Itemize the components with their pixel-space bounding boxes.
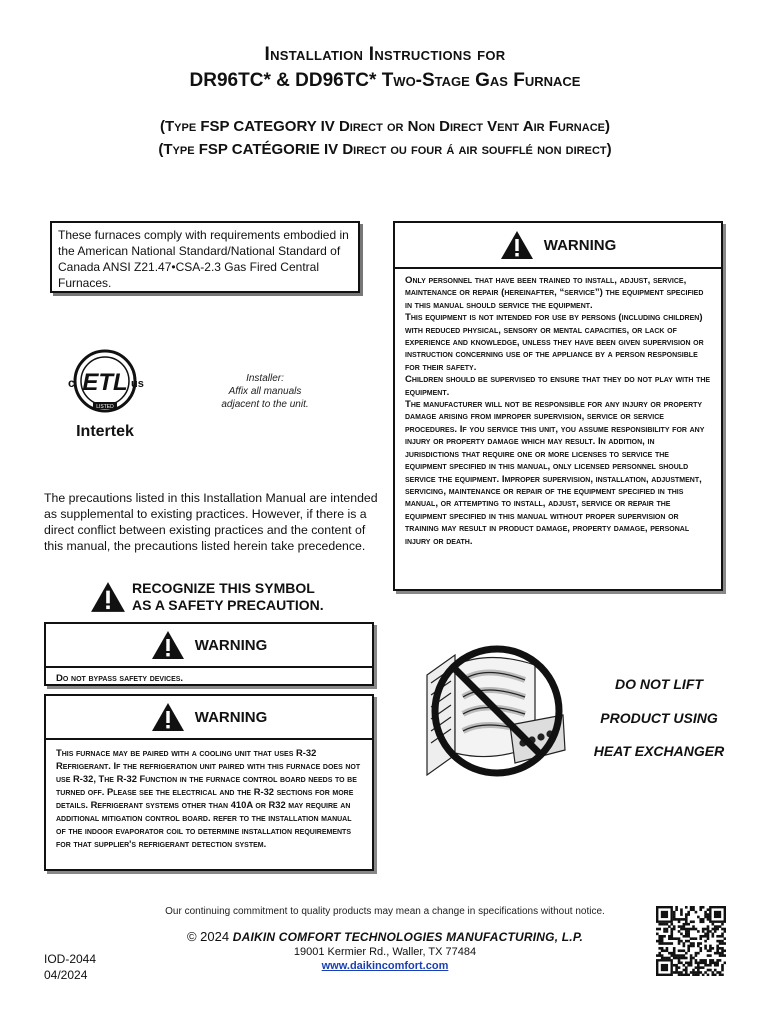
company-address: 19001 Kermier Rd., Waller, TX 77484: [293, 946, 477, 958]
warning-triangle-icon: [90, 581, 126, 613]
installer-note-line3: adjacent to the unit.: [221, 399, 309, 410]
etl-listed-mark-icon: [65, 343, 145, 443]
qr-code-icon[interactable]: [656, 906, 726, 976]
warning-heading: WARNING: [543, 236, 617, 254]
warning-paragraph: This equipment is not intended for use by persons (including children) with reduced physical, sensory or mental capacities, or lack of experience and knowledge, unless they have been given supervision or instruction concerning use of the appliance by a person responsible for their safety.: [405, 312, 704, 373]
etl-listed-text: LISTED: [96, 404, 114, 410]
warning-body: This furnace may be paired with a cooling unit that uses R-32 Refrigerant. If the refrigeration unit paired with this furnace does not use R-32, The R-32 Function in the furnace control board needs to be turned off. Please see the electrical and the R-32 sections for more details. Refrigerant systems other than 410A or R32 may require an additional mitigation control board. refer to the installation manual of the indoor evaporator coil to determine installation requirements for that supplier's refrigerant detection system.: [56, 747, 361, 849]
do-not-lift-line3: HEAT EXCHANGER: [593, 743, 725, 759]
installer-note-line2: Affix all manuals: [228, 386, 302, 397]
intertek-logo-text: Intertek: [76, 423, 134, 440]
company-name: DAIKIN COMFORT TECHNOLOGIES MANUFACTURING, L.P.: [232, 930, 584, 944]
warning-body: [395, 269, 721, 554]
installer-note-line1: Installer:: [246, 373, 284, 384]
warning-body: Do not bypass safety devices.: [56, 673, 184, 684]
warning-box-personnel: [393, 221, 723, 591]
specification-change-note: Our continuing commitment to quality products may mean a change in specifications without notice.: [165, 906, 605, 917]
warning-triangle-icon: [151, 702, 185, 732]
installer-note: [200, 372, 330, 411]
warning-heading: WARNING: [194, 708, 268, 726]
document-title-line1: Installation Instructions for: [264, 44, 506, 65]
warning-heading: WARNING: [194, 636, 268, 654]
recognize-line2: AS A SAFETY PRECAUTION.: [132, 597, 324, 613]
do-not-lift-line2: PRODUCT USING: [600, 710, 718, 726]
document-id: IOD-2044: [44, 952, 97, 966]
document-date: 04/2024: [44, 968, 88, 982]
warning-paragraph: The manufacturer will not be responsible for any injury or property damage arising from improper supervision, service or service procedures. If you service this unit, you assume responsibility for any injury or property damage which may result. In addition, in jurisdictions that require one or more licenses to service the equipment specified in this manual, only licensed personnel should service the equipment. Improper supervision, installation, adjustment, servicing, maintenance or repair of the equipment specified in this manual, or attempting to install, adjust, service or repair the equipment specified in this manual without proper supervision or training may result in product damage, property damage, personal injury or death.: [405, 399, 705, 547]
warning-header: [395, 223, 721, 269]
etl-mark-text: ETL: [82, 369, 128, 396]
copyright-symbol: © 2024: [186, 929, 230, 944]
warning-triangle-icon: [500, 230, 534, 260]
document-subtitle-french: (Type FSP CATÉGORIE IV Direct ou four á air soufflé non direct): [158, 141, 612, 158]
warning-header: [46, 624, 372, 668]
warning-paragraph: Children should be supervised to ensure that they do not play with the equipment.: [405, 374, 711, 398]
document-subtitle-english: (Type FSP CATEGORY IV Direct or Non Direct Vent Air Furnace): [160, 118, 610, 135]
do-not-lift-line1: DO NOT LIFT: [615, 676, 703, 692]
recognize-symbol-callout: [90, 580, 390, 614]
precaution-paragraph: The precautions listed in this Installation Manual are intended as supplemental to existing practices. However, if there is a direct conflict between existing practices and the content of this manual, the precautions listed herein take precedence.: [44, 491, 378, 553]
etl-us-letters: us: [131, 378, 144, 390]
warning-triangle-icon: [151, 630, 185, 660]
warning-header: [46, 696, 372, 740]
warning-box-bypass: [44, 622, 374, 686]
heat-exchanger-no-lift-illustration: [415, 635, 575, 785]
copyright-line: [150, 929, 620, 944]
etl-c-letter: c: [68, 376, 75, 390]
warning-paragraph: Only personnel that have been trained to install, adjust, service, maintenance or repair (hereinafter, “service”) the equipment specified in this manual should service the equipment.: [405, 275, 704, 311]
compliance-text: These furnaces comply with requirements embodied in the American National Standard/National Standard of Canada ANSI Z21.47•CSA-2.3 Gas Fired Central Furnaces.: [58, 228, 349, 290]
document-title-line2: DR96TC* & DD96TC* Two-Stage Gas Furnace: [189, 70, 581, 91]
website-link[interactable]: www.daikincomfort.com: [321, 960, 449, 972]
compliance-box: [50, 221, 360, 293]
document-id-block: [44, 951, 96, 983]
recognize-line1: RECOGNIZE THIS SYMBOL: [132, 580, 315, 596]
company-address-block: [220, 945, 550, 973]
warning-box-r32: [44, 694, 374, 871]
